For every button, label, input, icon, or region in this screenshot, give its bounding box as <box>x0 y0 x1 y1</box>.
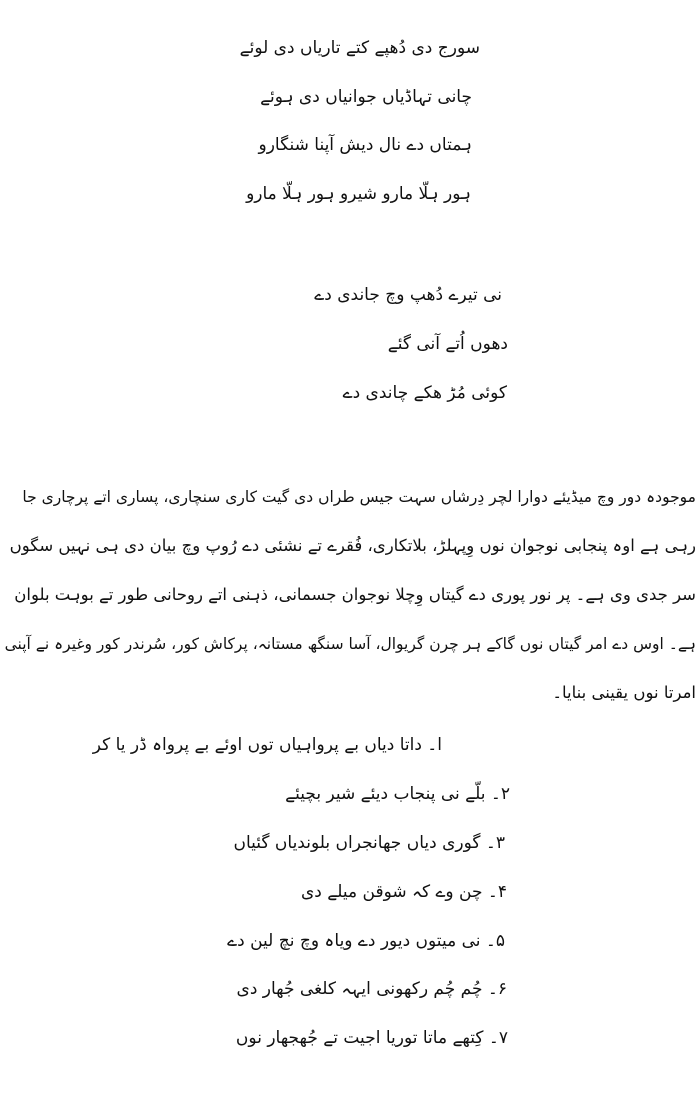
song-item-2: ۲۔ بلّے نی پنجاب دیئے شیر بچیئے <box>285 784 510 804</box>
paragraph-line-5: امرتا نوں یقینی بنایا۔ <box>552 683 696 702</box>
song-item-5: ۵۔ نی میتوں دیور دے ویاہ وچ نچ لین دے <box>227 931 505 951</box>
paragraph-line-3: سر جدی وی ہے۔ پر نور پوری دے گیتاں وِچلا نوجوان جسمانی، ذہنی اتے روحانی طور تے بوہت بلوان <box>14 585 696 604</box>
song-item-1: ا۔ داتا دیاں بے پرواہیاں توں اوئے بے پرواہ ڈر یا کر <box>92 735 442 755</box>
stanza2-line-1: نی تیرے دُھپ وچ جاندی دے <box>314 285 502 305</box>
song-item-3: ۳۔ گوری دیاں جھانجراں بلوندیاں گئیاں <box>233 833 505 853</box>
stanza2-line-3: کوئی مُڑ ھکے چاندی دے <box>342 383 507 403</box>
stanza1-line-3: ہمتاں دے نال دیش آپنا شنگارو <box>258 135 472 155</box>
stanza2-line-2: دھوں اُتے آنی گئے <box>387 334 508 354</box>
song-item-4: ۴۔ چن وے کہ شوقن میلے دی <box>301 882 507 902</box>
stanza1-line-2: چانی تہاڈیاں جوانیاں دی ہوئے <box>260 87 472 107</box>
paragraph-line-2: رہی ہے اوہ پنجابی نوجوان نوں وِپہلڑ، بلاتکاری، فُقرے تے نشئی دے رُوپ وچ بیان دی ہی نہیں سگوں <box>9 536 696 555</box>
song-item-6: ۶۔ چُم چُم رکھونی ایہہ کلغی جُھار دی <box>236 979 507 999</box>
stanza1-line-4: ہور ہلّا مارو شیرو ہور ہلّا مارو <box>246 184 471 204</box>
paragraph-line-1: موجودہ دور وچ میڈیئے دوارا لچر دِرشاں سہت جیس طراں دی گیت کاری سنچاری، پساری اتے پرچاری جا <box>22 488 696 506</box>
song-item-7: ۷۔ کِتھے ماتا توریا اجیت تے جُھجھار نوں <box>235 1028 508 1048</box>
paragraph-line-4: ہے۔ اوس دے امر گیتاں نوں گاکے ہر چرن گریوال، آسا سنگھ مستانہ، پرکاش کور، سُرندر کور وغیرہ نے آپنی <box>4 635 696 653</box>
stanza1-line-1: سورج دی دُھپے کتے تاریاں دی لوئے <box>239 38 480 58</box>
